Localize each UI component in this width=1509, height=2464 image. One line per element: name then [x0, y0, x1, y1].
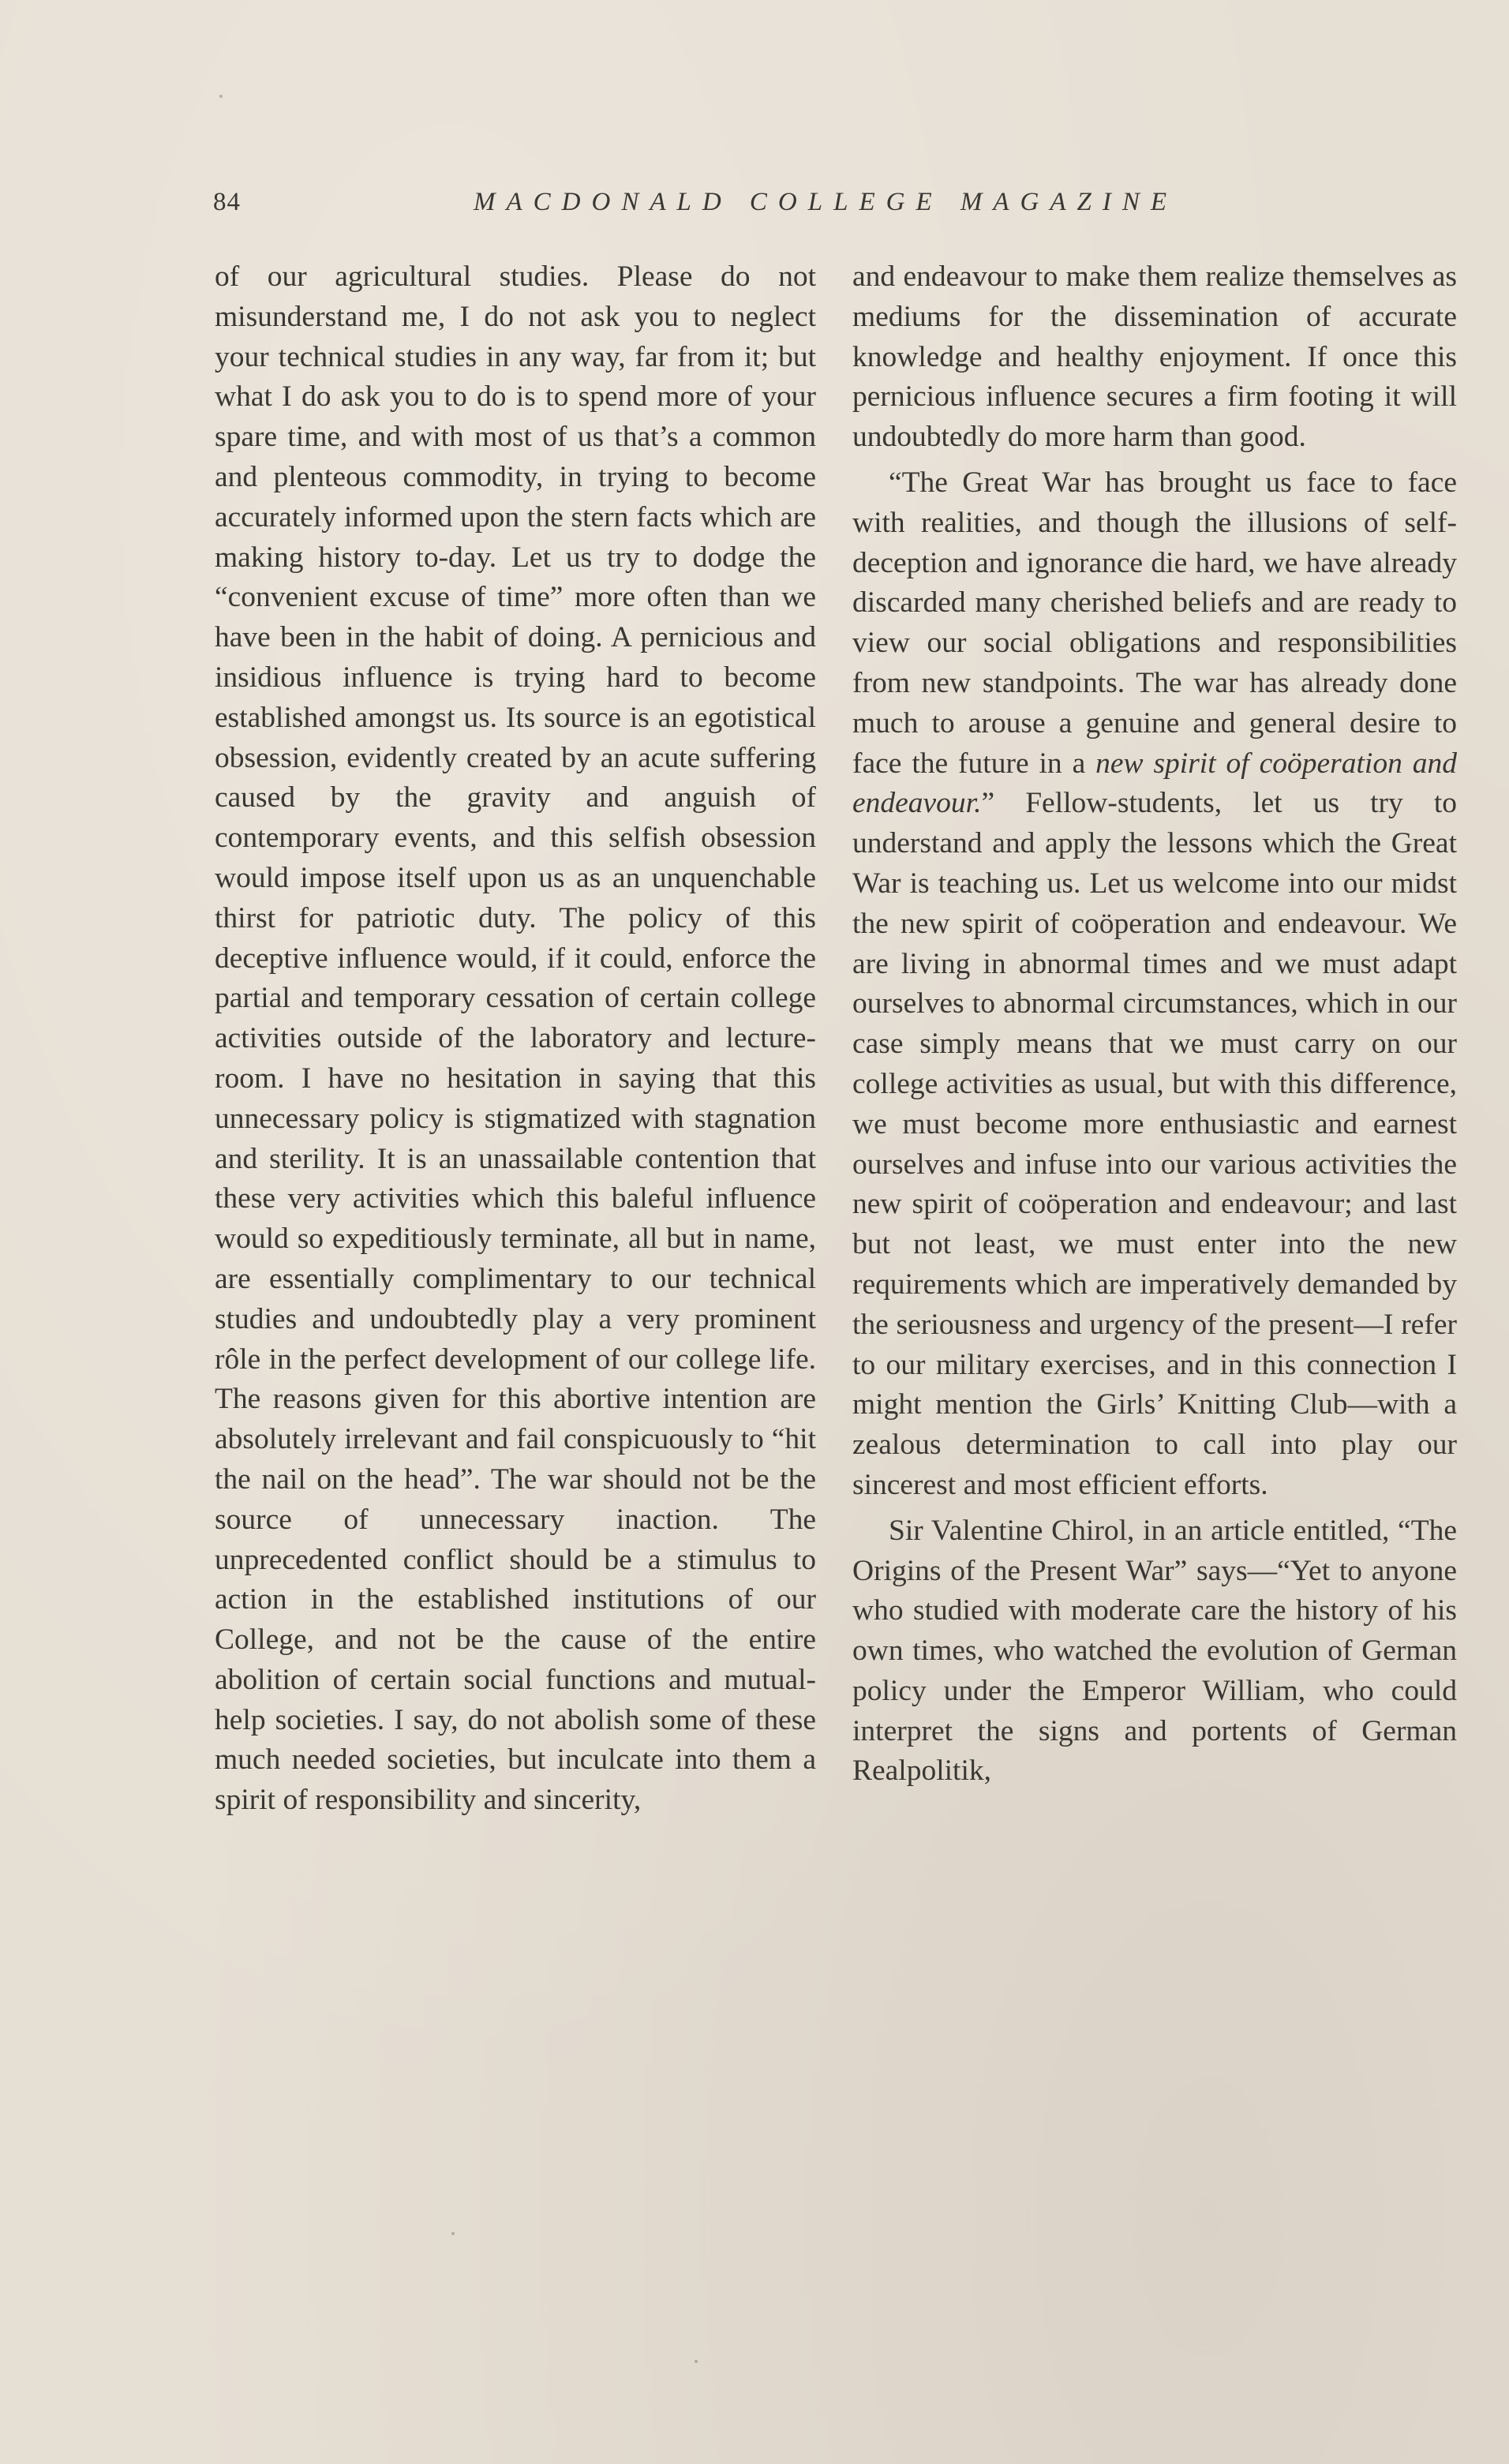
paper-speck [219, 95, 223, 98]
body-paragraph: and endeavour to make them realize themselves as mediums for the dissemination of accurate knowledge and healthy enjoyment. If once this pernicious influence secures a firm footing it will undoubtedly do more harm than good. [852, 260, 1457, 454]
right-column [852, 257, 1457, 1792]
magazine-title: MACDONALD COLLEGE MAGAZINE [474, 188, 1178, 216]
paper-speck [451, 2232, 455, 2235]
body-paragraph: of our agricultural studies. Please do not misunderstand me, I do not ask you to neglect your technical studies in any way, far from it; but what I do ask you to do is to spend more of your spare time, and with most of us that’s a common and plenteous commodity, in trying to become accurately informed upon the stern facts which are making history to-day. Let us try to dodge the “convenient excuse of time” more often than we have been in the habit of doing. A pernicious and insidious influence is trying hard to become established amongst us. Its source is an egotistical obsession, evidently created by an acute suffering caused by the gravity and anguish of contemporary events, and this selfish obsession would impose itself upon us as an unquenchable thirst for patriotic duty. The policy of this deceptive influence would, if it could, enforce the partial and temporary cessation of certain college activities outside of the laboratory and lecture-room. I have no hesitation in saying that this unnecessary policy is stigmatized with stagnation and sterility. It is an unassailable contention that these very activities which this baleful influence would so expeditiously terminate, all but in name, are essentially complimentary to our technical studies and undoubtedly play a very prominent rôle in the perfect development of our college life. The reasons given for this abortive intention are absolutely irrelevant and fail conspicuously to “hit the nail on the head”. The war should not be the source of unnecessary inaction. The unprecedented conflict should be a stimulus to action in the established institutions of our College, and not be the cause of the entire abolition of certain social functions and mutual-help societies. I say, do not abolish some of these much needed societies, but inculcate into them a spirit of responsibility and sincerity, [215, 260, 816, 1817]
italic-phrase: new spirit of coöperation and endeavour. [852, 747, 1457, 820]
paper-speck [695, 2360, 698, 2363]
quote-text-continued: ” Fellow-students, let us try to understand and apply the lessons which the Great War is teaching us. Let us welcome into our midst the new spirit of coöperation and endeavour. We are living in abnormal times and we must adapt ourselves to abnormal circumstances, which in our case simply means that we must carry on our college activities as usual, but with this difference, we must become more enthusiastic and earnest ourselves and infuse into our various activities the new spirit of coöperation and endeavour; and last but not least, we must enter into the new requirements which are imperatively demanded by the seriousness and urgency of the present—I refer to our military exercises, and in this connection I might mention the Girls’ Knitting Club—with a zealous determination to call into play our sincerest and most efficient efforts. [852, 787, 1457, 1501]
body-paragraph-quote [852, 463, 1457, 1506]
body-paragraph: Sir Valentine Chirol, in an article entitled, “The Origins of the Present War” says—“Yet to anyone who studied with moderate care the history of his own times, who watched the evolution of German policy under the Emperor William, who could interpret the signs and portents of German Realpolitik, [852, 1514, 1457, 1788]
quote-text: “The Great War has brought us face to face with realities, and though the illusions of self-deception and ignorance die hard, we have already discarded many cherished beliefs and are ready to view our social obligations and responsibilities from new standpoints. The war has already done much to arouse a genuine and general desire to face the future in a [852, 466, 1457, 780]
page-number: 84 [213, 188, 241, 216]
left-column [215, 257, 816, 1821]
running-head [213, 188, 1255, 219]
